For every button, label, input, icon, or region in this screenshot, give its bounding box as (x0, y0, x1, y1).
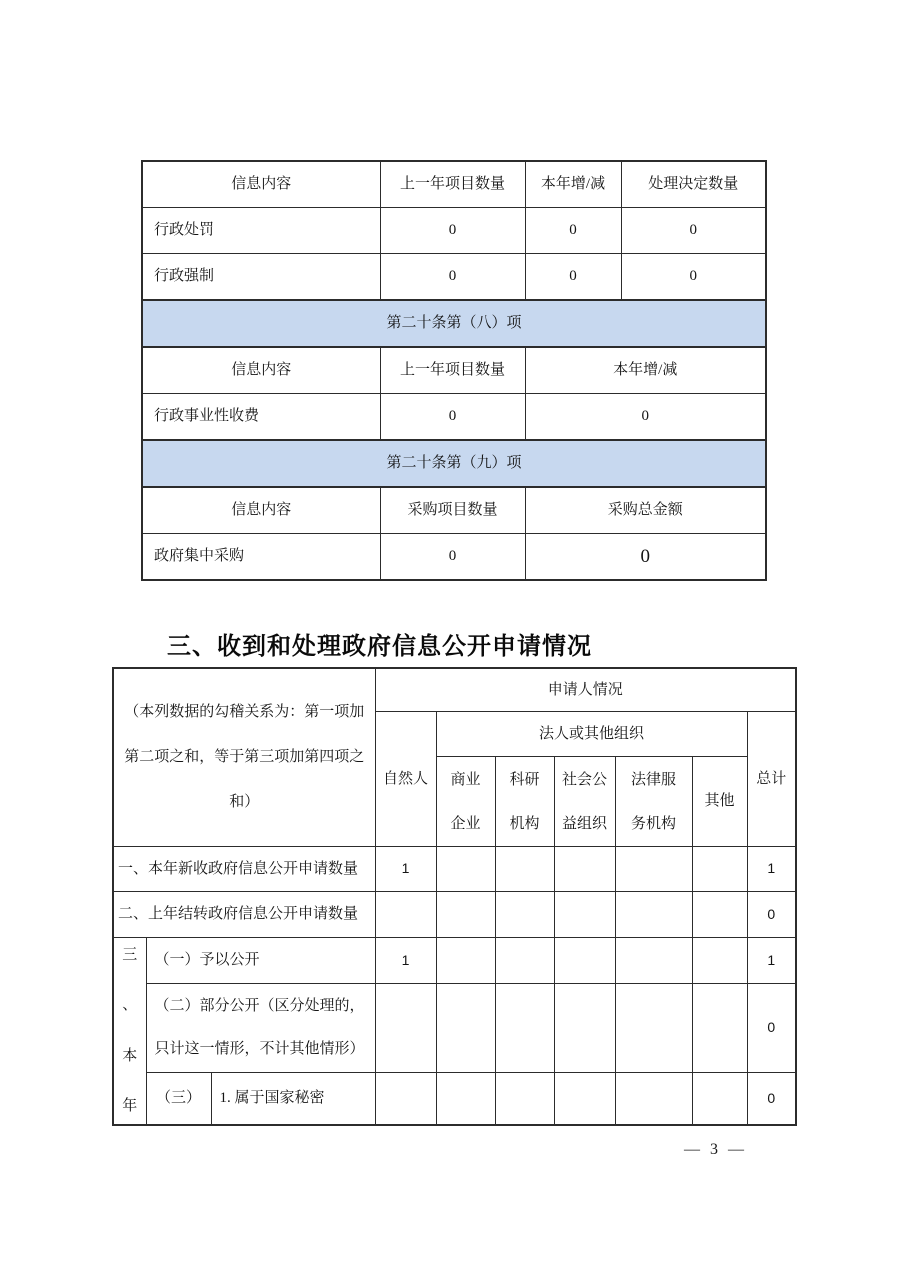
header-line: 机构 (509, 815, 540, 832)
sub-row-label (146, 984, 375, 1072)
header-line: 法律服 (631, 771, 677, 788)
row-label: 二、上年结转政府信息公开申请数量 (113, 892, 375, 938)
data-cell (554, 847, 615, 892)
data-cell (436, 1072, 495, 1125)
data-cell (375, 1072, 436, 1125)
header-cell: 处理决定数量 (621, 161, 766, 208)
data-cell (554, 938, 615, 984)
legal-group-header: 法人或其他组织 (436, 712, 747, 757)
applicant-header: 申请人情况 (375, 668, 796, 712)
row-group-label-this-year (113, 938, 146, 1126)
data-cell (615, 984, 692, 1072)
col-header-commerce (436, 757, 495, 847)
group-char: 三 (122, 947, 138, 963)
data-cell (692, 984, 747, 1072)
data-cell (554, 892, 615, 938)
data-cell (615, 892, 692, 938)
table-row (142, 394, 766, 441)
header-row-a (142, 161, 766, 208)
header-row-c (142, 487, 766, 534)
table-row-new-applications (113, 847, 796, 892)
data-cell (692, 892, 747, 938)
col-header-welfare (554, 757, 615, 847)
data-cell: 1 (375, 847, 436, 892)
data-cell (436, 892, 495, 938)
sub-row-label: （一）予以公开 (146, 938, 375, 984)
data-cell: 1 (747, 938, 796, 984)
table-row-granted (113, 938, 796, 984)
data-cell: 0 (525, 254, 621, 301)
sub-row-label: （三） (146, 1072, 211, 1125)
data-cell (495, 892, 554, 938)
data-cell (495, 1072, 554, 1125)
corner-note-line: 和） (229, 794, 260, 810)
data-cell (615, 938, 692, 984)
data-cell (615, 847, 692, 892)
header-cell: 本年增/减 (525, 347, 766, 394)
row-label: 行政强制 (142, 254, 380, 301)
header-cell: 信息内容 (142, 161, 380, 208)
section-heading: 三、收到和处理政府信息公开申请情况 (167, 633, 592, 660)
data-cell (554, 1072, 615, 1125)
table-row-state-secret (113, 1072, 796, 1125)
data-cell (375, 892, 436, 938)
group-char: 、 (122, 997, 138, 1014)
header-cell: 信息内容 (142, 487, 380, 534)
header-row-b (142, 347, 766, 394)
col-header-natural-person: 自然人 (375, 712, 436, 847)
header-cell: 上一年项目数量 (380, 347, 525, 394)
data-cell: 0 (380, 534, 525, 581)
header-line: 企业 (450, 815, 481, 832)
data-cell: 0 (380, 208, 525, 254)
corner-note-line: 第二项之和，等于第三项加第四项之 (124, 749, 365, 765)
row-label: 政府集中采购 (142, 534, 380, 581)
group-char: 年 (122, 1098, 138, 1115)
data-cell (495, 847, 554, 892)
data-cell (436, 984, 495, 1072)
data-cell: 1 (375, 938, 436, 984)
data-cell: 1 (747, 847, 796, 892)
data-cell (615, 1072, 692, 1125)
col-header-other: 其他 (692, 757, 747, 847)
header-line: 务机构 (631, 815, 677, 832)
data-cell (554, 984, 615, 1072)
table-row-partially-granted (113, 984, 796, 1072)
row-label: 行政事业性收费 (142, 394, 380, 441)
row-label: 一、本年新收政府信息公开申请数量 (113, 847, 375, 892)
data-cell: 0 (380, 394, 525, 441)
label-line: （二）部分公开（区分处理的， (154, 997, 365, 1014)
data-cell: 0 (621, 254, 766, 301)
data-cell: 0 (747, 1072, 796, 1125)
corner-note-line: （本列数据的勾稽关系为：第一项加 (124, 704, 365, 720)
header-cell: 上一年项目数量 (380, 161, 525, 208)
applications-table (112, 667, 797, 1126)
data-cell: 0 (525, 394, 766, 441)
header-cell: 本年增/减 (525, 161, 621, 208)
header-row-1 (113, 668, 796, 712)
item-label: 1. 属于国家秘密 (211, 1072, 375, 1125)
header-line: 科研 (509, 771, 540, 788)
data-cell: 0 (525, 208, 621, 254)
header-cell: 信息内容 (142, 347, 380, 394)
page-number: — 3 — (684, 1141, 747, 1158)
table-row (142, 534, 766, 581)
header-line: 商业 (450, 771, 481, 788)
statute-statistics-table (141, 160, 767, 581)
data-cell (375, 984, 436, 1072)
band-title: 第二十条第（八）项 (142, 300, 766, 347)
table-row (142, 254, 766, 301)
data-cell (495, 984, 554, 1072)
col-header-research (495, 757, 554, 847)
header-line: 社会公 (562, 771, 608, 788)
band-row-article9 (142, 440, 766, 487)
table-row (142, 208, 766, 254)
corner-note (113, 668, 375, 847)
band-title: 第二十条第（九）项 (142, 440, 766, 487)
data-cell (495, 938, 554, 984)
header-cell: 采购项目数量 (380, 487, 525, 534)
label-line: 只计这一情形，不计其他情形） (154, 1040, 365, 1057)
data-cell: 0 (747, 892, 796, 938)
data-cell: 0 (525, 534, 766, 581)
row-label: 行政处罚 (142, 208, 380, 254)
data-cell: 0 (747, 984, 796, 1072)
data-cell (692, 1072, 747, 1125)
data-cell (692, 938, 747, 984)
data-cell (436, 938, 495, 984)
data-cell: 0 (380, 254, 525, 301)
table-row-carried-over (113, 892, 796, 938)
data-cell (692, 847, 747, 892)
col-header-total: 总计 (747, 712, 796, 847)
data-cell (436, 847, 495, 892)
band-row-article8 (142, 300, 766, 347)
data-cell: 0 (621, 208, 766, 254)
col-header-law (615, 757, 692, 847)
group-char: 本 (122, 1047, 138, 1064)
header-cell: 采购总金额 (525, 487, 766, 534)
header-line: 益组织 (562, 815, 608, 832)
